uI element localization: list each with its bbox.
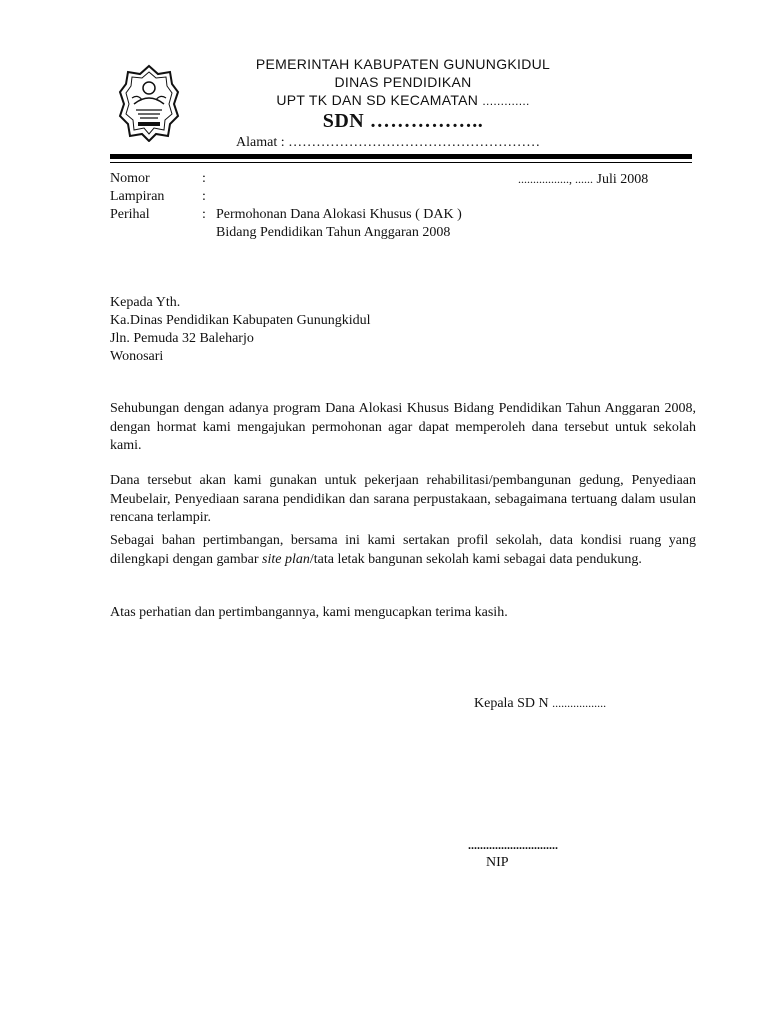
signature-nip: NIP: [486, 855, 509, 870]
upt-title-dots: .............: [482, 94, 530, 108]
signature-name-dots: ..............................: [468, 838, 558, 852]
agency-title: DINAS PENDIDIKAN: [334, 74, 472, 90]
recipient-line2: Ka.Dinas Pendidikan Kabupaten Gunungkidul: [110, 313, 371, 328]
perihal-label: Perihal: [110, 207, 150, 222]
signature-title-dots: ..................: [552, 696, 607, 710]
recipient-line4: Wonosari: [110, 349, 164, 364]
p3-italic-term: site plan: [262, 551, 310, 567]
body-paragraph-2: Dana tersebut akan kami gunakan untuk pekerjaan rehabilitasi/pembangunan gedung, Penyediaan Meubelair, Penyediaan sarana pendidikan dan sarana perpustakaan, sebagaimana tertuang dalam usulan rencana terlampir.: [110, 473, 696, 525]
perihal-line1: Permohonan Dana Alokasi Khusus ( DAK ): [216, 207, 462, 222]
letterhead-rule-thin: [110, 162, 692, 163]
p3-text-before: Sebagai bahan pertimbangan, bersama ini kami sertakan profil sekolah, data kondisi ruang yang dilengkapi dengan gambar: [110, 533, 696, 567]
body-paragraph-3: [110, 532, 696, 569]
lampiran-label: Lampiran: [110, 189, 165, 204]
signature-title-text: Kepala SD N: [474, 696, 549, 711]
upt-title-text: UPT TK DAN SD KECAMATAN: [276, 92, 479, 108]
perihal-line2: Bidang Pendidikan Tahun Anggaran 2008: [216, 225, 451, 240]
lampiran-colon: :: [202, 189, 206, 204]
body-paragraph-4: Atas perhatian dan pertimbangannya, kami mengucapkan terima kasih.: [110, 605, 508, 620]
letter-date: [518, 170, 648, 189]
school-address: Alamat : ………………………………………………: [236, 135, 541, 150]
date-dots: ................., ......: [518, 172, 593, 186]
p3-text-after: /tata letak bangunan sekolah kami sebagai data pendukung.: [309, 551, 642, 567]
nomor-label: Nomor: [110, 171, 150, 186]
gov-title: PEMERINTAH KABUPATEN GUNUNGKIDUL: [255, 56, 551, 72]
upt-title: [0, 92, 768, 108]
recipient-line3: Jln. Pemuda 32 Baleharjo: [110, 331, 254, 346]
date-text: Juli 2008: [596, 172, 649, 187]
nomor-colon: :: [202, 171, 206, 186]
perihal-colon: :: [202, 207, 206, 222]
signature-title: [474, 694, 606, 713]
body-paragraph-1: Sehubungan dengan adanya program Dana Alokasi Khusus Bidang Pendidikan Tahun Anggaran 2008, dengan hormat kami mengajukan permohonan agar dapat memperoleh dana tersebut untuk sekolah kami.: [110, 401, 696, 453]
recipient-line1: Kepada Yth.: [110, 295, 181, 310]
school-name: SDN ……………..: [322, 110, 484, 132]
letterhead-rule-thick: [110, 154, 692, 159]
